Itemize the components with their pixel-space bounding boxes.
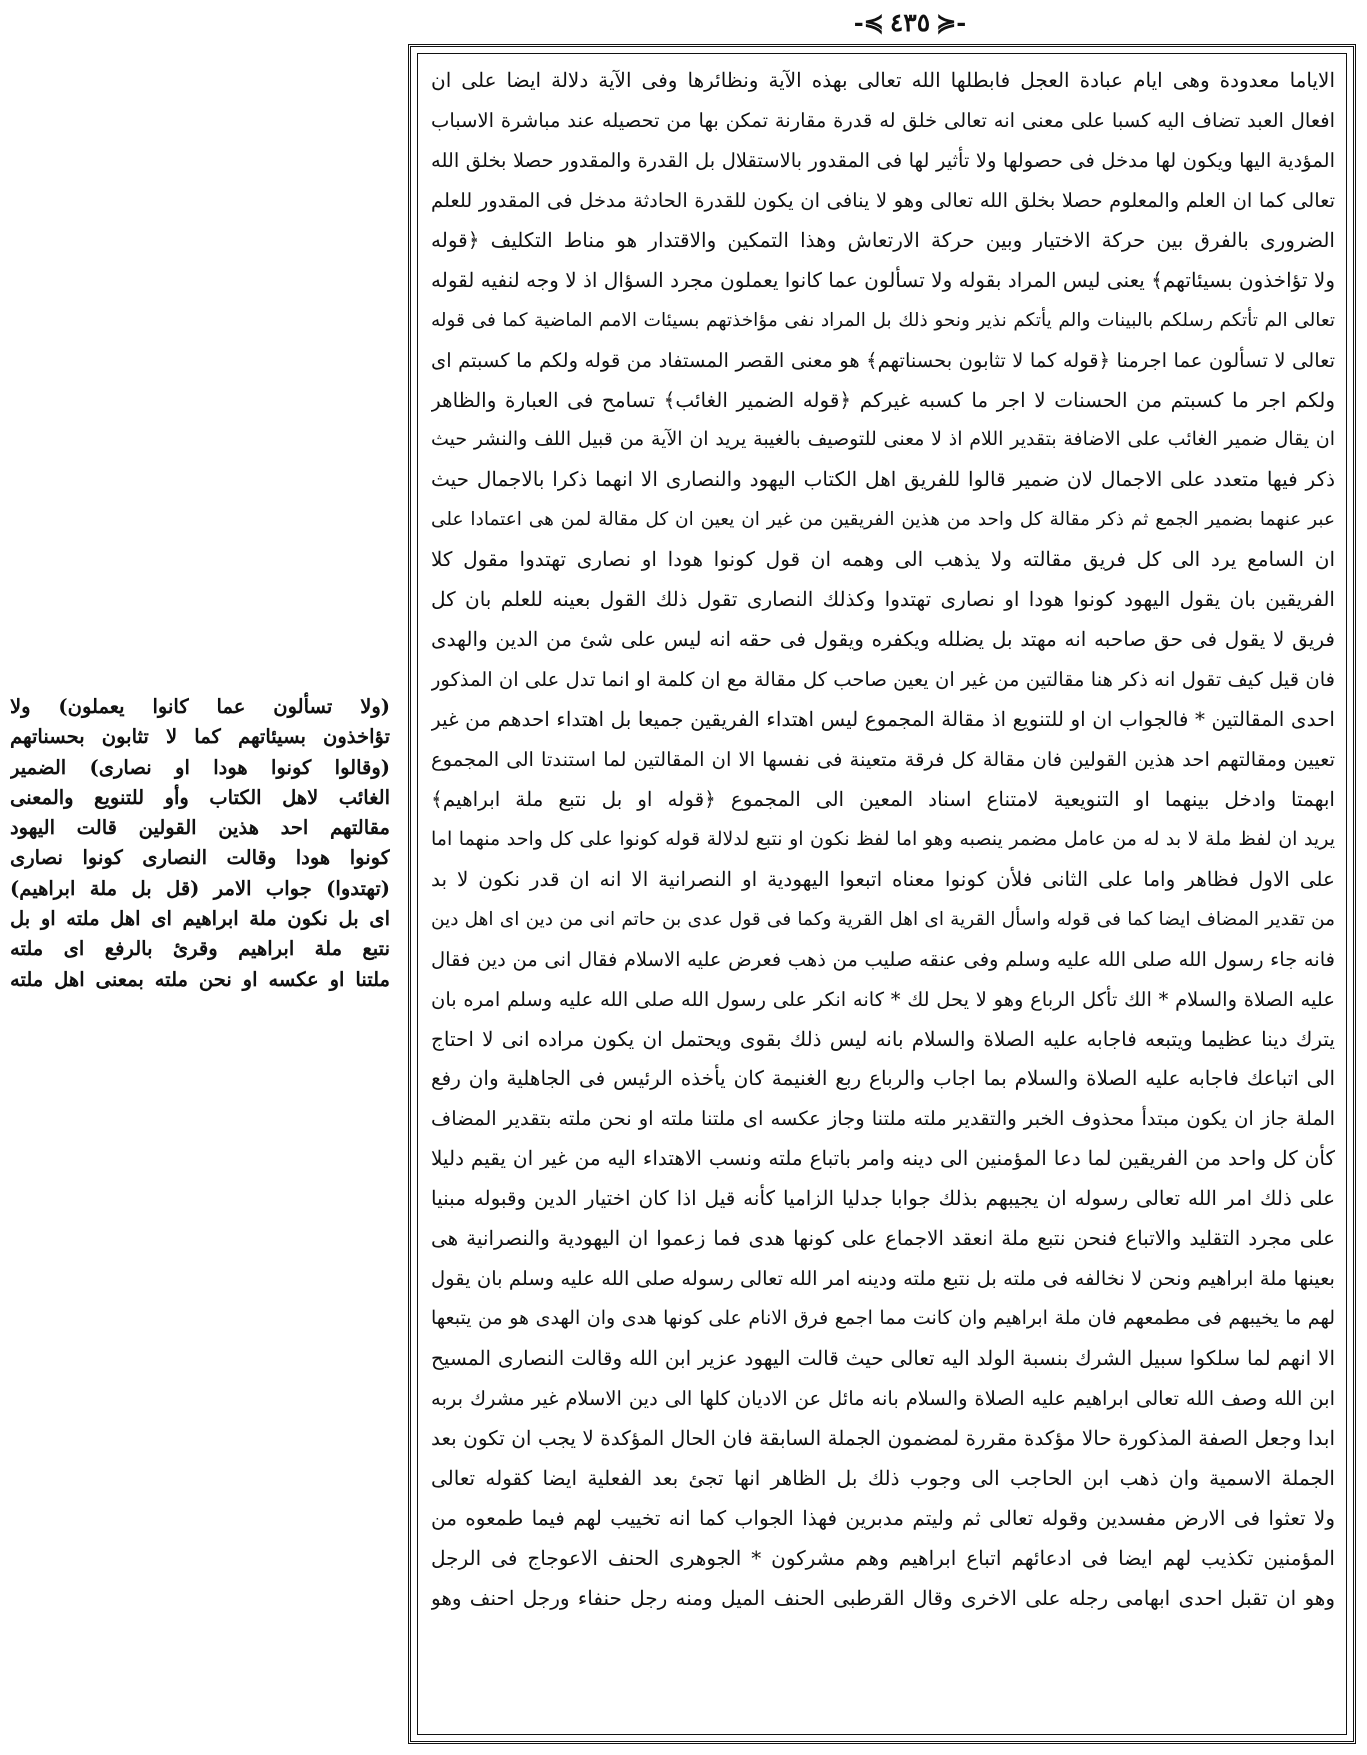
main-text-line: فان قيل كيف تقول انه ذكر هنا مقالتين من غير ان يعين صاحب كل مقالة مع ان كلمة او انما تدل على ان المذكور [431, 668, 1335, 692]
right-ornament-icon: ≽- [936, 7, 967, 37]
main-text-line: ان السامع يرد الى كل فريق مقالته ولا يذهب الى وهمه ان قول كونوا هودا او نصارى تهتدوا مقول كلا [431, 547, 1335, 572]
main-text-frame [408, 44, 1356, 1744]
page-header [825, 0, 995, 44]
main-text-line: ولكم اجر ما كسبتم من الحسنات لا اجر ما كسبه غيركم ﴿قوله الضمير الغائب﴾ تسامح فى العبارة والظاهر [431, 387, 1335, 412]
main-text-line: المؤمنين تكذيب لهم ايضا فى ادعائهم اتباع ابراهيم وهم مشركون * الجوهرى الحنف الاعوجاج فى الرجل [431, 1545, 1335, 1570]
main-text-line: فانه جاء رسول الله صلى الله عليه وسلم وفى عنقه صليب من ذهب فعرض عليه الاسلام فقال انى من دين فقال [431, 947, 1335, 971]
margin-text-line: نتبع ملة ابراهيم وقرئ بالرفع اى ملته [10, 937, 390, 961]
main-text-line: افعال العبد تضاف اليه كسبا على معنى انه تعالى خلق له قدرة مقارنة تمكن بها من تحصيله عند مباشرة الاسباب [431, 108, 1335, 132]
margin-text-line: (وقالوا كونوا هودا او نصارى) الضمير [10, 755, 390, 779]
main-text-line: ولا تؤاخذون بسيئاتهم﴾ يعنى ليس المراد بقوله ولا تسألون عما كانوا يعملون مجرد السؤال اذ لا وجه لنفيه لقوله [431, 267, 1335, 292]
main-text-line: ابن الله وصف الله تعالى ابراهيم عليه الصلاة والسلام بانه مائل عن الاديان كلها الى دين الاسلام غير مشرك بربه [431, 1386, 1335, 1410]
margin-text-line: اى بل نكون ملة ابراهيم اى اهل ملته او بل [10, 907, 390, 931]
main-text-line: على ذلك امر الله تعالى رسوله ان يجيبهم بذلك جوابا جدليا الزاميا كأنه قيل اذا كان اختيار الدين وقبوله مبنيا [431, 1186, 1335, 1211]
main-text-line: الفريقين بان يقول اليهود كونوا هودا او نصارى تهتدوا وكذلك النصارى تقول ذلك القول بعينه للعلم بان كل [431, 587, 1335, 612]
main-text-line: وهو ان تقبل احدى ابهامى رجله على الاخرى وقال القرطبى الحنف الميل ومنه رجل حنفاء ورجل احنف وهو [431, 1585, 1335, 1610]
main-text-line: على مجرد التقليد والاتباع فنحن نتبع ملة انعقد الاجماع على كونها هدى فما زعموا ان اليهودية والنصرانية هى [431, 1226, 1335, 1251]
main-text-line: كأن كل واحد من الفريقين لما دعا المؤمنين الى دينه وامر باتباع ملته ونسب الاهتداء اليه من غير ان يقيم دليلا [431, 1146, 1335, 1171]
main-text-line: تعيين ومقالتهم احد هذين القولين فان مقالة كل فرقة متعينة فى نفسها الا ان المقالتين لما استندتا الى المجموع [431, 747, 1335, 771]
main-text-line: عبر عنهما بضمير الجمع ثم ذكر مقالة كل واحد من هذين الفريقين من غير ان يعين ان كل مقالة لمن هى اعتمادا على [431, 509, 1335, 531]
main-text-line: الا انهم لما سلكوا سبيل الشرك بنسبة الولد اليه تعالى حيث قالت اليهود عزير ابن الله وقالت النصارى المسيح [431, 1346, 1335, 1370]
margin-text-line: تؤاخذون بسيئاتهم كما لا تثابون بحسناتهم [10, 725, 390, 749]
main-text-line: ذكر فيها متعدد على الاجمال لان ضمير قالوا للفريق اهل الكتاب اليهود والنصارى الا انهما ذكرا بالاجمال حيث [431, 467, 1335, 492]
main-text-line: تعالى كما ان العلم والمعلوم حصلا بخلق الله تعالى وهو لا ينافى ان يكون للقدرة الحادثة مدخل فى المقدور للعلم [431, 188, 1335, 212]
page-number: ٤٣٥ [889, 7, 931, 37]
main-text-line: ابدا وجعل الصفة المذكورة حالا مؤكدة مقررة لمضمون الجملة السابقة فان الحال المؤكدة لا يجب ان تكون بعد [431, 1425, 1335, 1450]
margin-text-line: الغائب لاهل الكتاب وأو للتنويع والمعنى [10, 785, 390, 809]
main-text-line: المؤدية اليها ويكون لها مدخل فى حصولها ولا تأثير لها فى المقدور بالاستقلال بل القدرة والمقدور حصلا بخلق الله [431, 148, 1335, 172]
main-text-line: تعالى لا تسألون عما اجرمنا ﴿قوله كما لا تثابون بحسناتهم﴾ هو معنى القصر المستفاد من قوله ولكم ما كسبتم اى [431, 348, 1335, 372]
margin-text-line: ملتنا او عكسه او نحن ملته بمعنى اهل ملته [10, 967, 390, 991]
main-text-line: من تقدير المضاف ايضا كما فى قوله واسأل القرية اى اهل القرية وكما فى قول عدى بن حاتم انى من دين اى اهل دين [431, 908, 1335, 930]
main-text-line: على الاول فظاهر واما على الثانى فلأن كونوا معناه اتبعوا اليهودية او النصرانية الا انه ان قدر نكون لا بد [431, 866, 1335, 891]
main-text-line: ابهمتا وادخل بينهما او التنويعية لامتناع اسناد المعين الى المجموع ﴿قوله او بل نتبع ملة ابراهيم﴾ [431, 786, 1335, 811]
main-text-line: يريد ان لفظ ملة لا بد له من عامل مضمر ينصبه وهو اما لفظ نكون او نتبع لدلالة قوله كونوا على كل واحد منهما اما [431, 827, 1335, 850]
margin-text-line: (ولا تسألون عما كانوا يعملون) ولا [10, 695, 390, 718]
main-text-line: احدى المقالتين * فالجواب ان او للتنويع اذ مقالة المجموع ليس اهتداء الفريقين جميعا بل اهتداء احدهم من غير [431, 707, 1335, 731]
main-text-line: عليه الصلاة والسلام * الك تأكل الرباع وهو لا يحل لك * كانه انكر على رسول الله صلى الله عليه وسلم امره بان [431, 987, 1335, 1011]
margin-text-line: كونوا هودا وقالت النصارى كونوا نصارى [10, 846, 390, 870]
main-text-line: الاياما معدودة وهى ايام عبادة العجل فابطلها الله تعالى بهذه الآية ونظائرها وفى الآية دلالة ايضا على ان [431, 68, 1335, 92]
main-text-line: بعينها ملة ابراهيم ونحن لا نخالفه فى ملته بل نتبع ملته ودينه امر الله تعالى رسوله صلى الله عليه وسلم بان يقول [431, 1267, 1335, 1291]
main-text-line: الجملة الاسمية وان ذهب ابن الحاجب الى وجوب ذلك بل الظاهر انها تجئ بعد الفعلية ايضا كقوله تعالى [431, 1465, 1335, 1490]
main-text-line: لهم ما يخيبهم فى مطمعهم فان ملة ابراهيم وان كانت مما اجمع فرق الانام على كونها هدى وان الهدى هو من يتبعها [431, 1307, 1335, 1330]
main-text-line: الضرورى بالفرق بين حركة الاختيار وبين حركة الارتعاش وهذا التمكين والاقتدار هو مناط التكليف ﴿قوله [431, 227, 1335, 252]
margin-text-line: (تهتدوا) جواب الامر (قل بل ملة ابراهيم) [10, 876, 390, 900]
main-text-line: الملة جاز ان يكون مبتدأ محذوف الخبر والتقدير ملته ملتنا وجاز عكسه اى ملتنا ملته او نحن ملته بتقدير المضاف [431, 1107, 1335, 1131]
main-text-block [431, 61, 1335, 1619]
margin-text-line: مقالتهم احد هذين القولين قالت اليهود [10, 816, 390, 840]
margin-commentary [10, 692, 390, 995]
main-text-line: ولا تعثوا فى الارض مفسدين وقوله تعالى ثم وليتم مدبرين فهذا الجواب كما انه تخييب لهم فيما طمعوه من [431, 1505, 1335, 1530]
main-text-line: يترك دينا عظيما ويتبعه فاجابه عليه الصلاة والسلام بانه ليس ذلك بقوى ويحتمل ان يكون مراده انى لا احتاج [431, 1026, 1335, 1051]
left-ornament-icon: -≼ [853, 7, 884, 37]
main-text-line: فريق لا يقول فى حق صاحبه انه مهتد بل يضلله ويكفره ويقول فى حقه انه ليس على شئ من الدين والهدى [431, 627, 1335, 652]
main-text-line: ان يقال ضمير الغائب على الاضافة بتقدير اللام اذ لا معنى للتوصيف بالغيبة يريد ان الآية من قبيل اللف والنشر حيث [431, 428, 1335, 451]
main-text-line: تعالى الم تأتكم رسلكم بالبينات والم يأتكم نذير ونحو ذلك بل المراد نفى مؤاخذتهم بسيئات الامم الماضية كما فى قوله [431, 309, 1335, 331]
main-text-line: الى اتباعك فاجابه عليه الصلاة والسلام بما اجاب والرباع ربع الغنيمة كان يأخذه الرئيس فى الجاهلية وان رفع [431, 1066, 1335, 1091]
